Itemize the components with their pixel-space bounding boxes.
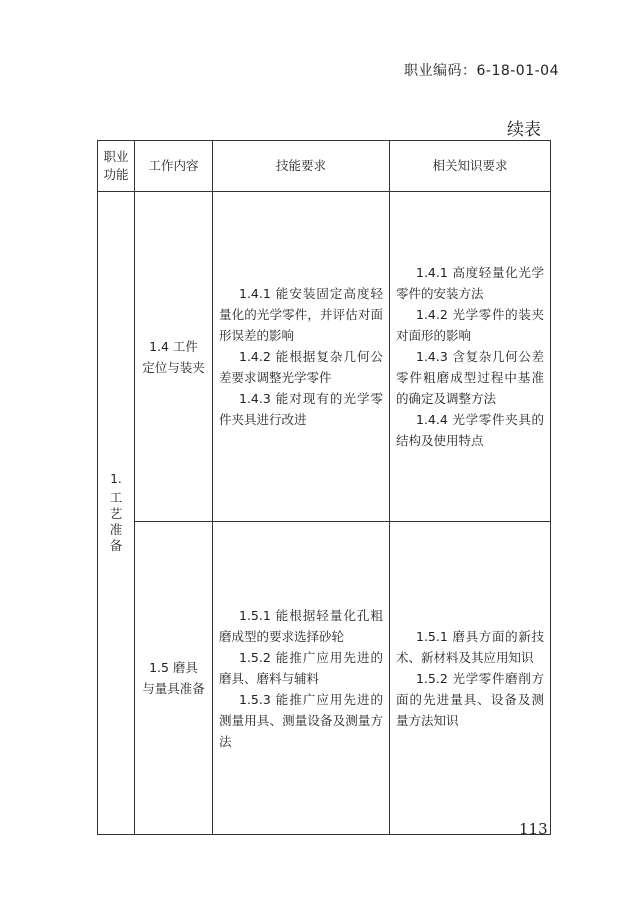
skill-item: 1.4.1 能安装固定高度轻量化的光学零件，并评估对面形误差的影响 <box>219 286 383 343</box>
skill-item: 1.4.3 能对现有的光学零件夹具进行改进 <box>219 391 383 427</box>
header-function: 职业 功能 <box>98 141 135 192</box>
continued-label: 续表 <box>507 120 541 140</box>
table-row <box>98 192 551 522</box>
header-skills: 技能要求 <box>213 141 390 192</box>
table-row <box>98 522 551 835</box>
skill-item: 1.5.2 能推广应用先进的磨具、磨料与辅料 <box>219 649 383 686</box>
skill-item: 1.5.1 能根据轻量化孔粗磨成型的要求选择砂轮 <box>219 607 383 644</box>
knowledge-cell <box>390 192 551 522</box>
page-number: 113 <box>519 820 548 838</box>
skills-cell <box>213 522 390 835</box>
knowledge-item: 1.4.1 高度轻量化光学零件的安装方法 <box>396 265 544 301</box>
function-name: 工艺准备 <box>109 490 123 553</box>
header-content: 工作内容 <box>135 141 213 192</box>
function-number: 1. <box>110 472 122 486</box>
work-content-cell: 1.5 磨具 与量具准备 <box>135 522 213 835</box>
knowledge-item: 1.4.2 光学零件的装夹对面形的影响 <box>396 307 544 343</box>
function-cell <box>98 192 135 835</box>
skill-item: 1.5.3 能推广应用先进的测量用具、测量设备及测量方法 <box>219 691 383 749</box>
table-header-row <box>98 141 551 192</box>
knowledge-cell <box>390 522 551 835</box>
skills-table <box>97 140 551 835</box>
knowledge-item: 1.5.2 光学零件磨削方面的先进量具、设备及测量方法知识 <box>396 670 544 728</box>
knowledge-item: 1.4.4 光学零件夹具的结构及使用特点 <box>396 412 544 448</box>
skill-item: 1.4.2 能根据复杂几何公差要求调整光学零件 <box>219 349 383 385</box>
skills-cell <box>213 192 390 522</box>
knowledge-item: 1.5.1 磨具方面的新技术、新材料及其应用知识 <box>396 628 544 665</box>
occupation-code: 职业编码：6-18-01-04 <box>403 63 559 79</box>
knowledge-item: 1.4.3 含复杂几何公差零件粗磨成型过程中基准的确定及调整方法 <box>396 349 544 406</box>
work-content-cell: 1.4 工件 定位与装夹 <box>135 192 213 522</box>
header-knowledge: 相关知识要求 <box>390 141 551 192</box>
